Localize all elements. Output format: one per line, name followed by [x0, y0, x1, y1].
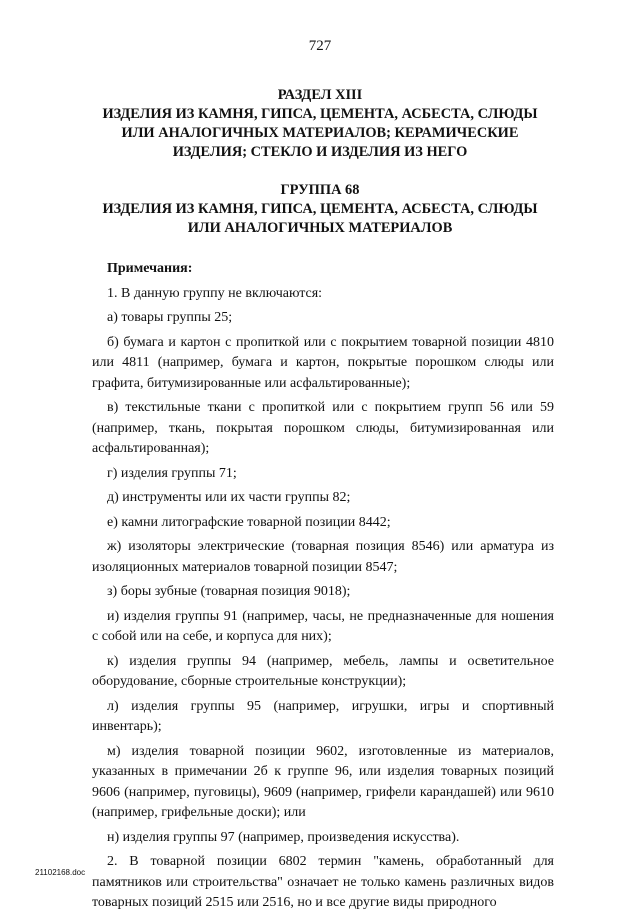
notes-title: Примечания:	[107, 261, 193, 276]
section-heading-line: ИЗДЕЛИЯ; СТЕКЛО И ИЗДЕЛИЯ ИЗ НЕГО	[172, 144, 468, 160]
group-heading	[70, 181, 570, 238]
note-paragraph: 2. В товарной позиции 6802 термин "камень, обработанный для памятников или строительства" означает не только камень различных видов товарных позиций 2515 или 2516, но и все другие виды природного	[92, 854, 554, 911]
note-paragraph: ж) изоляторы электрические (товарная позиция 8546) или арматура из изоляционных материалов товарной позиции 8547;	[92, 539, 554, 575]
section-heading	[70, 86, 570, 162]
note-paragraph: з) боры зубные (товарная позиция 9018);	[107, 584, 351, 600]
note-paragraph: а) товары группы 25;	[107, 310, 233, 326]
notes-body	[92, 259, 554, 918]
section-heading-line: ИЗДЕЛИЯ ИЗ КАМНЯ, ГИПСА, ЦЕМЕНТА, АСБЕСТА, СЛЮДЫ	[102, 106, 538, 122]
note-paragraph: е) камни литографские товарной позиции 8442;	[107, 514, 391, 530]
note-paragraph: б) бумага и картон с пропиткой или с покрытием товарной позиции 4810 или 4811 (например, бумага и картон, покрытые порошком слюды или графита, битумизированные или асфальтированные);	[92, 334, 554, 391]
footer-filename: 21102168.doc	[35, 868, 86, 877]
note-paragraph: 1. В данную группу не включаются:	[107, 285, 323, 301]
page-number: 727	[308, 38, 332, 54]
note-paragraph: м) изделия товарной позиции 9602, изготовленные из материалов, указанных в примечании 2б к группе 96, или изделия товарных позиций 9606 (например, пуговицы), 9609 (например, грифели карандашей) или 9610 (например, грифельные доски); или	[92, 743, 554, 821]
note-paragraph: к) изделия группы 94 (например, мебель, лампы и осветительное оборудование, сборные строительные конструкции);	[92, 653, 554, 690]
note-paragraph: д) инструменты или их части группы 82;	[107, 490, 351, 506]
group-heading-line: ИЛИ АНАЛОГИЧНЫХ МАТЕРИАЛОВ	[187, 220, 453, 236]
group-heading-line: ИЗДЕЛИЯ ИЗ КАМНЯ, ГИПСА, ЦЕМЕНТА, АСБЕСТА, СЛЮДЫ	[102, 201, 538, 217]
section-heading-line: РАЗДЕЛ XIII	[277, 87, 363, 103]
group-heading-line: ГРУППА 68	[280, 182, 360, 198]
note-paragraph: н) изделия группы 97 (например, произведения искусства).	[107, 829, 460, 845]
note-paragraph: в) текстильные ткани с пропиткой или с покрытием групп 56 или 59 (например, ткань, покрытая порошком слюды, битумизированная или асфальтированная);	[92, 400, 554, 456]
note-paragraph: л) изделия группы 95 (например, игрушки, игры и спортивный инвентарь);	[92, 698, 554, 735]
note-paragraph: и) изделия группы 91 (например, часы, не предназначенные для ношения с собой или на себе, и корпуса для них);	[92, 608, 554, 645]
note-paragraph: г) изделия группы 71;	[107, 465, 237, 481]
section-heading-line: ИЛИ АНАЛОГИЧНЫХ МАТЕРИАЛОВ; КЕРАМИЧЕСКИЕ	[121, 125, 519, 141]
